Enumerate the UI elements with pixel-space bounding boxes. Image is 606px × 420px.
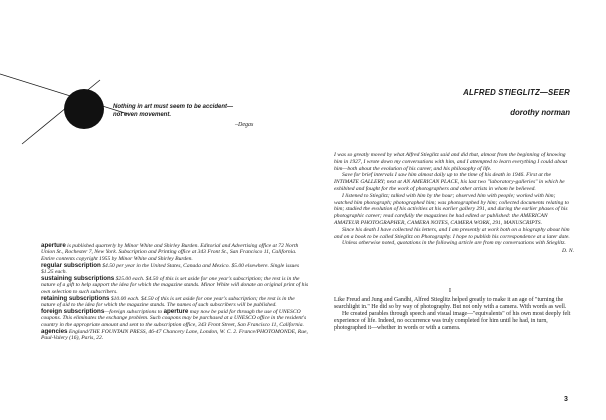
masthead-sustaining xyxy=(41,276,309,295)
article-intro xyxy=(334,152,574,254)
article-body xyxy=(334,297,574,332)
masthead-agencies-text: England/THE FOUNTAIN PRESS, 46-47 Chancery Lane, London, W. C. 2. France/PHOTOMONDE, Rue, Paul-Valery (16), Paris, 22. xyxy=(41,328,308,342)
masthead-term-retaining: retaining subscriptions xyxy=(41,294,110,302)
masthead-foreign-text-1: —foreign subscriptions to xyxy=(104,309,164,316)
intro-paragraph-3: I listened to Stieglitz; talked with him by the hour; observed him with people; worked with him; watched him photograph; photographed him; was photographed by him; collected documents relating to him; studied the evolution of his activities at his earlier gallery 291, and during the earlier phases of his photographic career; read carefully the magazines he had edited or published: the AMERICAN AMATEUR PHOTOGRAPHER, CAMERA NOTES, CAMERA WORK, 291, MANUSCRIPTS. xyxy=(334,192,570,226)
intro-paragraph-1: I was so greatly moved by what Alfred Stieglitz said and did that, almost from the beginning of knowing him in 1927, I wrote down my conversations with him, and I attempted to learn everything I could about him—both about the evolution of his career, and his philosophy of life. xyxy=(334,152,568,172)
body-paragraph-2: He created parables through speech and visual image—"equivalents" of his own most deeply felt experience of life. Indeed, no occurrence was truly completed for him until he had, in turn, photographed it—whether in words or with a camera. xyxy=(334,311,571,332)
intro-paragraph-2: Save for brief intervals I saw him almost daily up to the time of his death in 1946. First at the INTIMATE GALLERY; next at AN AMERICAN PLACE, his last two "laboratory-galleries" in which he exhibited and fought for the work of photographers and other artists in whom he believed. xyxy=(334,172,565,192)
page-number: 3 xyxy=(564,396,568,403)
masthead-foreign-text-2: may now be paid for through the use of UNESCO coupons. This eliminates the exchange problem. Such coupons may be purchased at a UNESCO office in the resident's country in the appropriate amount and sent to the subscription office, 343 Front Street, San Francisco 11, California. xyxy=(41,309,307,328)
quote-attribution: –Degas xyxy=(235,122,254,128)
body-paragraph-1: Like Freud and Jung and Gandhi, Alfred Stieglitz helped greatly to make it an age of "turning the searchlight in." He did so by way of photography. But not only with a camera. With words as well. xyxy=(334,297,567,311)
masthead-regular-text: $4.50 per year in the United States, Canada and Mexico. $5.00 elsewhere. Single issues $1.25 each. xyxy=(41,262,300,276)
quote-line-1: Nothing in art must seem to be accident— xyxy=(113,104,234,110)
masthead-term-agencies: agencies xyxy=(41,327,68,335)
intro-paragraph-4: Since his death I have collected his letters, and I am presently at work both on a biography about him and on a book to be called Stieglitz on Photography. I hope to publish his correspondence at a later date. xyxy=(334,226,570,240)
diagonal-line-upper xyxy=(0,74,128,114)
masthead-retaining-text: $10.00 each. $4.50 of this is set aside for one year's subscription; the rest is in the nature of aid to the idea for which the magazine stands. The names of such subscribers will be published. xyxy=(41,295,295,309)
masthead-term-foreign: foreign subscriptions xyxy=(41,308,105,316)
aperture-logo-graphic xyxy=(0,60,130,150)
article-author: dorothy norman xyxy=(510,108,570,117)
masthead-sustaining-text: $25.00 each. $4.50 of this is set aside for one year's subscription; the rest is in the nature of a gift to help support the idea for which the magazine stands. Minor White will donate an original print of his own selection to such subscribers. xyxy=(41,276,309,295)
black-circle xyxy=(64,89,104,129)
masthead-term-regular: regular subscription xyxy=(41,261,101,269)
masthead-term-sustaining: sustaining subscriptions xyxy=(41,275,115,283)
masthead-retaining xyxy=(41,296,309,309)
masthead-agencies xyxy=(41,329,309,342)
masthead-publisher-text: is published quarterly by Minor White and Shirley Burden. Editorial and Advertising office at 72 North Union St., Rochester 7, New York. Subscription and Printing office at 343 Front St., San Francisco 11, California. Entire contents copyright 1955 by Minor White and Shirley Burden. xyxy=(41,243,299,262)
intro-signature: D. N. xyxy=(562,247,574,254)
masthead-publisher xyxy=(41,243,309,262)
masthead-term-aperture: aperture xyxy=(41,242,66,249)
intro-paragraph-5: Unless otherwise noted, quotations in the following article are from my conversations with Stieglitz. xyxy=(342,240,566,247)
masthead-regular xyxy=(41,263,309,276)
masthead-foreign xyxy=(41,309,309,328)
masthead-foreign-aperture: aperture xyxy=(163,308,189,316)
masthead-colophon xyxy=(41,243,309,342)
article-title: ALFRED STIEGLITZ—SEER xyxy=(463,88,570,97)
section-number: I xyxy=(448,287,452,294)
epigraph-quote xyxy=(113,104,263,119)
quote-line-2: not even movement. xyxy=(113,111,172,118)
